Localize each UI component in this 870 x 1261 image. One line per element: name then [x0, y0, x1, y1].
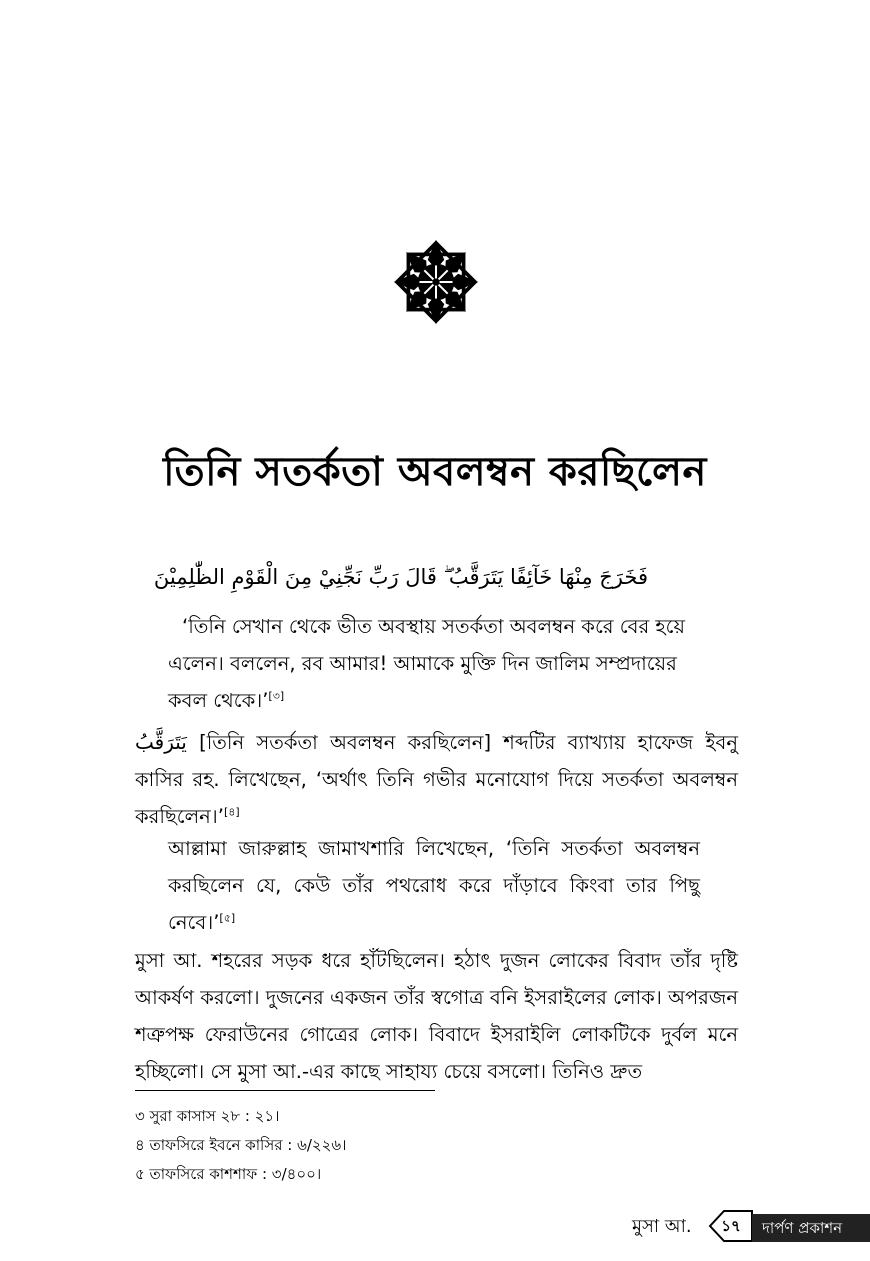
- verse-translation: [168, 608, 703, 719]
- quote-text: ‘তিনি সেখান থেকে ভীত অবস্থায় সতর্কতা অবলম্বন করে বের হয়ে এলেন। বললেন, রব আমার! আমাকে মুক্তি দিন জালিম সম্প্রদায়ের কবল থেকে।’: [168, 615, 685, 712]
- paragraph-2: [168, 830, 700, 941]
- footnote-item: ৪ তাফসিরে ইবনে কাসির : ৬/২২৬।: [135, 1136, 347, 1154]
- footnotes: [135, 1102, 347, 1189]
- chapter-title: তিনি সতর্কতা অবলম্বন করছিলেন: [163, 449, 707, 495]
- arabic-word: يَتَرَقَّبُ: [135, 730, 187, 754]
- footnote-ref-5[interactable]: [৫]: [219, 911, 236, 925]
- book-name: মুসা আ.: [632, 1216, 692, 1237]
- footnote-ref-4[interactable]: [৪]: [223, 805, 240, 819]
- paragraph-3: মুসা আ. শহরের সড়ক ধরে হাঁটছিলেন। হঠাৎ দুজন লোকের বিবাদ তাঁর দৃষ্টি আকর্ষণ করলো। দুজনের একজন তাঁর স্বগোত্র বনি ইসরাইলের লোক। অপরজন শত্রুপক্ষ ফেরাউনের গোত্রের লোক। বিবাদে ইসরাইলি লোকটিকে দুর্বল মনে হচ্ছিলো। সে মুসা আ.-এর কাছে সাহায্য চেয়ে বসলো। তিনিও দ্রুত: [135, 949, 738, 1083]
- paragraph-1: [135, 724, 738, 835]
- footnote-ref-3[interactable]: [৩]: [268, 689, 285, 703]
- footnote-item: ৩ সুরা কাসাস ২৮ : ২১।: [135, 1107, 280, 1125]
- page-number: ১৭: [721, 1217, 741, 1235]
- star-ornament-icon: [390, 236, 482, 328]
- footnote-item: ৫ তাফসিরে কাশশাফ : ৩/৪০০।: [135, 1165, 322, 1183]
- publisher-label: দার্পণ প্রকাশন: [752, 1214, 870, 1242]
- paragraph-1-text: [তিনি সতর্কতা অবলম্বন করছিলেন] শব্দটির ব্যাখ্যায় হাফেজ ইবনু কাসির রহ. লিখেছেন, ‘অর্থাৎ তিনি গভীর মনোযোগ দিয়ে সতর্কতা অবলম্বন করছিলেন।’: [135, 731, 738, 828]
- paragraph-2-text: আল্লামা জারুল্লাহ জামাখশারি লিখেছেন, ‘তিনি সতর্কতা অবলম্বন করছিলেন যে, কেউ তাঁর পথরোধ করে দাঁড়াবে কিংবা তার পিছু নেবে।’: [168, 837, 700, 934]
- arabic-verse: فَخَرَجَ مِنْهَا خَآئِفًا يَتَرَقَّبُ ۖ قَالَ رَبِّ نَجِّنِيْ مِنَ الْقَوْمِ الظّٰلِمِيْنَ: [153, 565, 648, 589]
- footnote-divider: [135, 1090, 435, 1091]
